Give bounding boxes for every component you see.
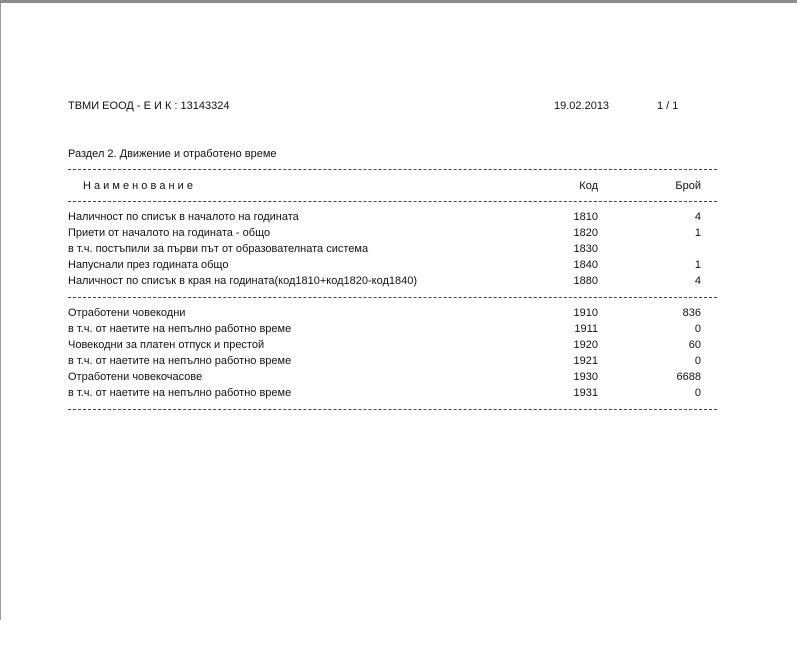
row-code: 1921: [573, 355, 598, 367]
table-row: [0, 370, 797, 384]
row-name: в т.ч. постъпили за първи път от образователната система: [68, 243, 369, 255]
report-date: 19.02.2013: [554, 100, 610, 112]
divider-top: [68, 169, 717, 170]
table-row: [0, 242, 797, 256]
row-count: 0: [694, 387, 701, 399]
row-count: 60: [688, 339, 701, 351]
row-name: Отработени човекодни: [68, 307, 186, 319]
row-code: 1830: [573, 243, 598, 255]
row-code: 1931: [573, 387, 598, 399]
row-code: 1810: [573, 211, 598, 223]
section-title: Раздел 2. Движение и отработено време: [68, 148, 277, 160]
row-name: Наличност по списък в края на годината(код1810+код1820-код1840): [68, 275, 418, 287]
table-row: [0, 386, 797, 400]
row-count: 836: [682, 307, 701, 319]
row-name: Приети от началото на годината - общо: [68, 227, 271, 239]
row-code: 1911: [574, 323, 598, 335]
column-header-code: Код: [579, 180, 598, 192]
row-name: Наличност по списък в началото на годината: [68, 211, 299, 223]
row-code: 1820: [573, 227, 598, 239]
row-code: 1920: [573, 339, 598, 351]
table-row: [0, 306, 797, 320]
column-header-count: Брой: [675, 180, 701, 192]
table-row: [0, 210, 797, 224]
column-header-name: Н а и м е н о в а н и е: [83, 180, 193, 192]
row-name: в т.ч. от наетите на непълно работно време: [68, 323, 292, 335]
page-number: 1 / 1: [657, 100, 679, 112]
table-row: [0, 258, 797, 272]
row-count: 1: [694, 227, 701, 239]
row-name: Напуснали през годината общо: [68, 259, 229, 271]
row-count: 0: [694, 323, 701, 335]
row-count: 0: [694, 355, 701, 367]
row-name: Отработени човекочасове: [68, 371, 203, 383]
row-name: в т.ч. от наетите на непълно работно време: [68, 355, 292, 367]
row-count: 1: [694, 259, 701, 271]
table-row: [0, 274, 797, 288]
divider-bottom: [68, 409, 717, 410]
table-row: [0, 338, 797, 352]
row-name: в т.ч. от наетите на непълно работно време: [68, 387, 292, 399]
divider-header: [68, 201, 717, 202]
row-code: 1840: [573, 259, 598, 271]
row-code: 1910: [573, 307, 598, 319]
table-row: [0, 322, 797, 336]
row-code: 1930: [573, 371, 598, 383]
table-row: [0, 354, 797, 368]
row-count: 4: [694, 275, 701, 287]
row-count: 4: [694, 211, 701, 223]
company-header: ТВМИ ЕООД - Е И К : 13143324: [68, 100, 230, 112]
divider-middle: [68, 297, 717, 298]
row-code: 1880: [573, 275, 598, 287]
row-name: Човекодни за платен отпуск и престой: [68, 339, 265, 351]
table-row: [0, 226, 797, 240]
row-count: 6688: [676, 371, 701, 383]
